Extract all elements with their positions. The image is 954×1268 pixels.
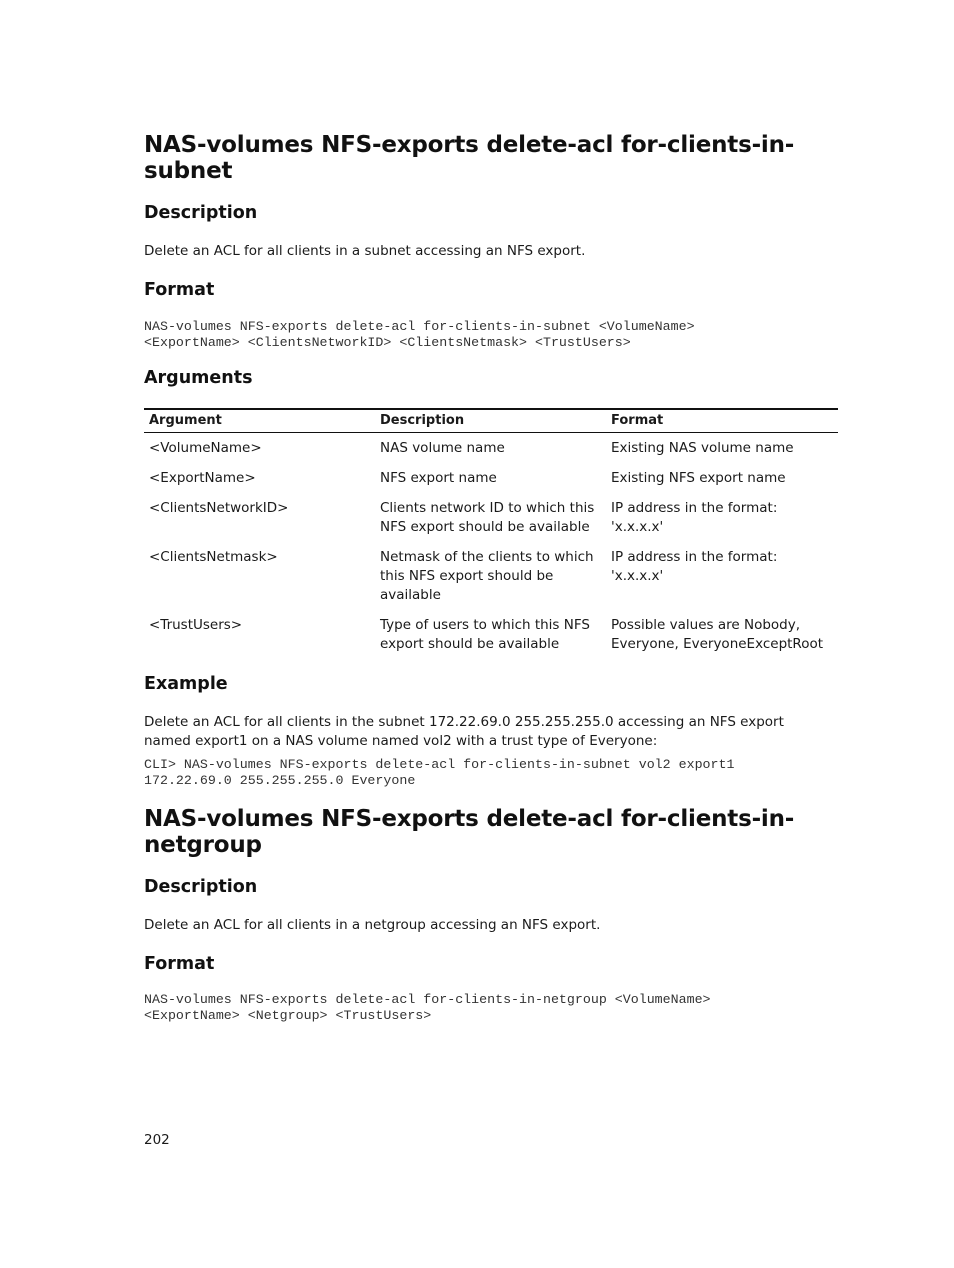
page-number: 202 — [144, 1132, 170, 1148]
table-row — [144, 542, 838, 610]
description-cell: Netmask of the clients to which this NFS export should be available — [380, 549, 594, 603]
table-header-row — [144, 409, 838, 433]
description-cell: NAS volume name — [380, 440, 505, 456]
arguments-heading: Arguments — [144, 368, 253, 388]
code-line: CLI> NAS-volumes NFS-exports delete-acl for-clients-in-subnet vol2 export1 — [144, 757, 735, 772]
format-cell: IP address in the format: 'x.x.x.x' — [611, 549, 778, 584]
format-heading: Format — [144, 280, 215, 300]
description-cell: Clients network ID to which this NFS export should be available — [380, 500, 595, 535]
section-title-subnet: NAS-volumes NFS-exports delete-acl for-clients-in-subnet — [144, 132, 795, 184]
description-cell: NFS export name — [380, 470, 497, 486]
code-line: NAS-volumes NFS-exports delete-acl for-clients-in-netgroup <VolumeName> — [144, 992, 711, 1007]
argument-cell: <VolumeName> — [149, 440, 262, 456]
format-cell: Existing NFS export name — [611, 470, 786, 486]
description-text: Delete an ACL for all clients in a netgroup accessing an NFS export. — [144, 917, 601, 933]
description-heading: Description — [144, 877, 258, 897]
example-heading: Example — [144, 674, 228, 694]
description-text: Delete an ACL for all clients in a subnet accessing an NFS export. — [144, 243, 586, 259]
argument-cell: <ClientsNetmask> — [149, 549, 278, 565]
table-row — [144, 493, 838, 542]
argument-cell: <TrustUsers> — [149, 617, 243, 633]
section-title-netgroup: NAS-volumes NFS-exports delete-acl for-clients-in-netgroup — [144, 806, 795, 858]
code-line: <ExportName> <ClientsNetworkID> <ClientsNetmask> <TrustUsers> — [144, 334, 631, 350]
example-code — [144, 757, 734, 788]
table-row — [144, 433, 838, 464]
header-argument: Argument — [144, 409, 375, 433]
format-cell: IP address in the format: 'x.x.x.x' — [611, 500, 778, 535]
arguments-table — [144, 408, 838, 659]
header-description: Description — [375, 409, 606, 433]
format-heading: Format — [144, 954, 215, 974]
description-cell: Type of users to which this NFS export should be available — [380, 617, 590, 652]
code-line: 172.22.69.0 255.255.255.0 Everyone — [144, 772, 416, 788]
format-code — [144, 319, 695, 350]
header-format: Format — [606, 409, 838, 433]
table-row — [144, 463, 838, 493]
code-line: <ExportName> <Netgroup> <TrustUsers> — [144, 1007, 432, 1023]
code-line: NAS-volumes NFS-exports delete-acl for-clients-in-subnet <VolumeName> — [144, 319, 695, 334]
description-heading: Description — [144, 203, 258, 223]
format-code — [144, 992, 711, 1023]
table-row — [144, 610, 838, 659]
example-text: Delete an ACL for all clients in the subnet 172.22.69.0 255.255.255.0 accessing an NFS export named export1 on a NAS volume named vol2 with a trust type of Everyone: — [144, 714, 784, 749]
format-cell: Possible values are Nobody, Everyone, EveryoneExceptRoot — [611, 617, 824, 652]
argument-cell: <ClientsNetworkID> — [149, 500, 289, 516]
argument-cell: <ExportName> — [149, 470, 256, 486]
format-cell: Existing NAS volume name — [611, 440, 794, 456]
